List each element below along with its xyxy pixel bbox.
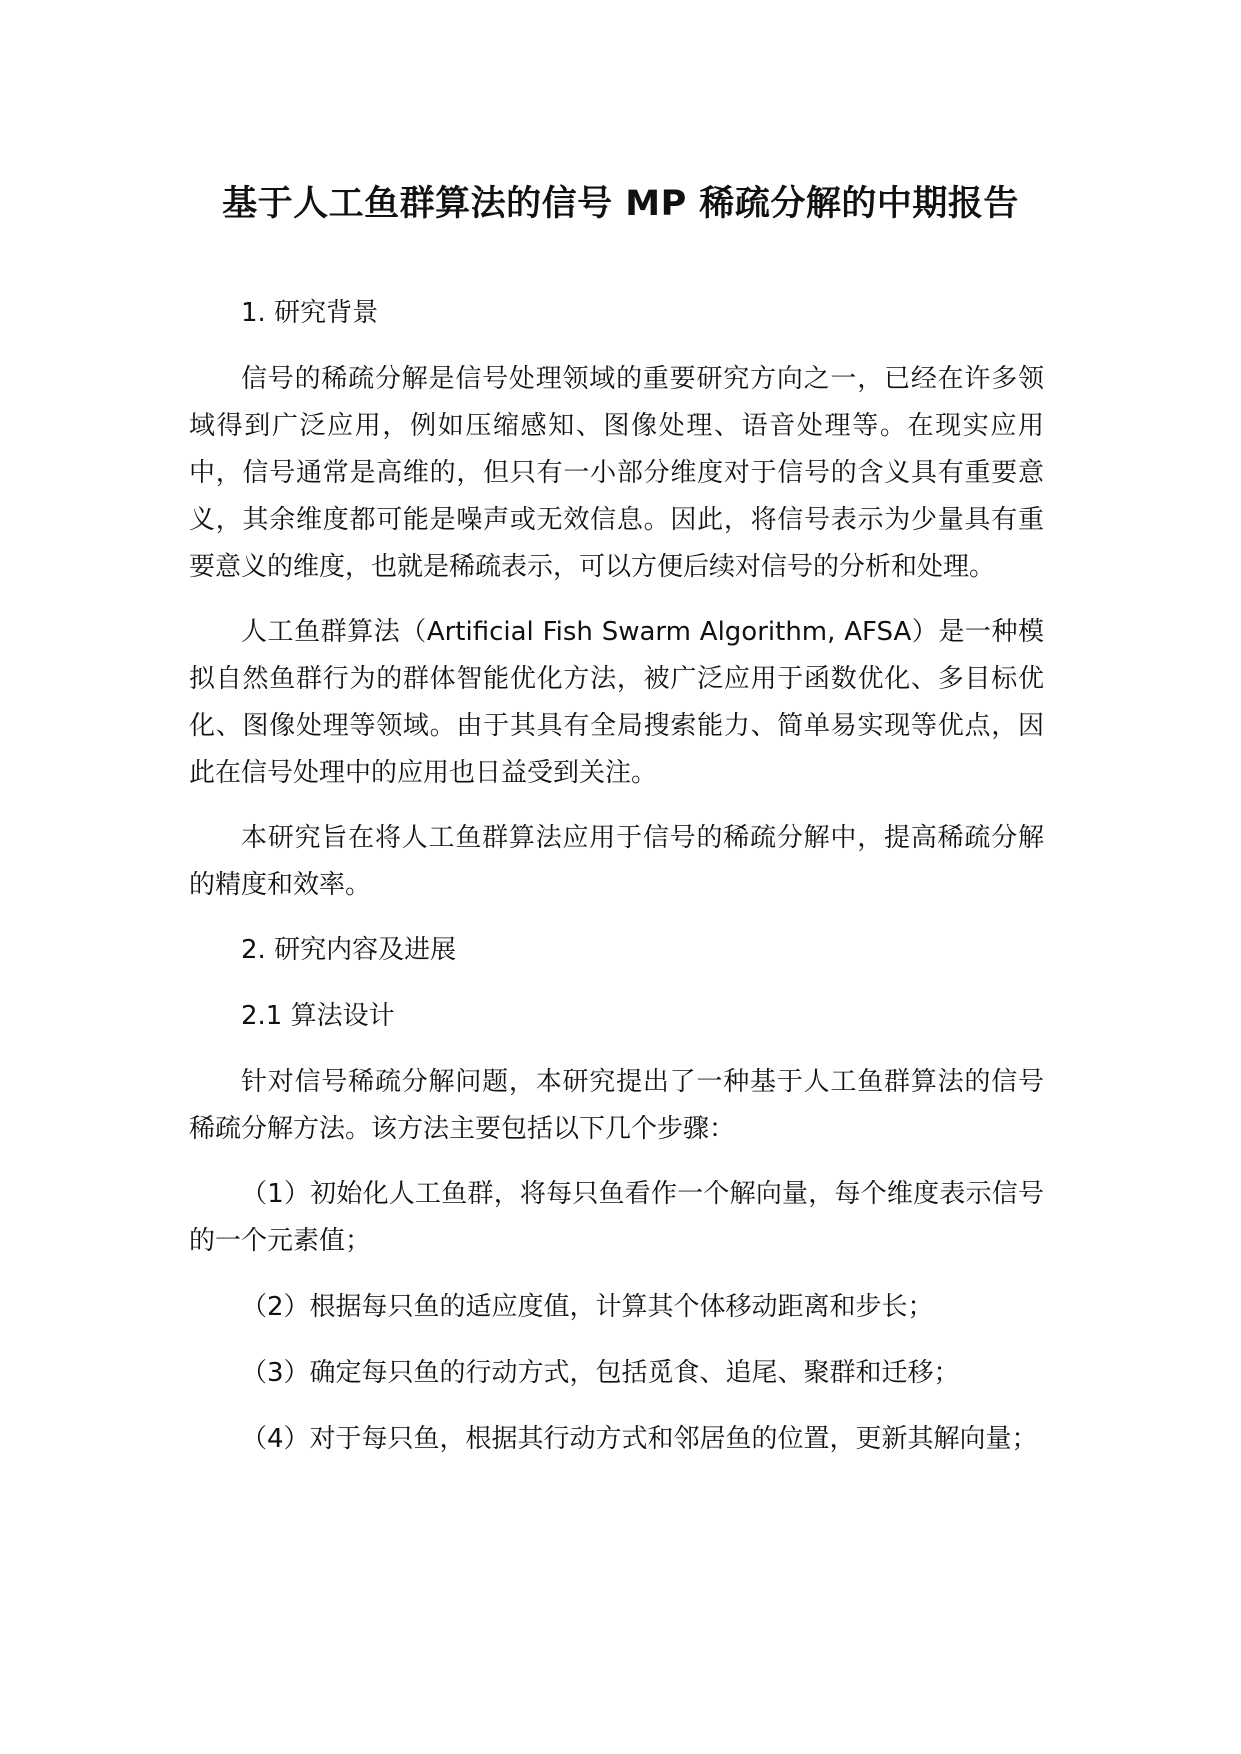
paragraph-algorithm-intro: 针对信号稀疏分解问题，本研究提出了一种基于人工鱼群算法的信号稀疏分解方法。该方法主要包括以下几个步骤： [189,1067,1044,1144]
document-title: 基于人工鱼群算法的信号 MP 稀疏分解的中期报告 [222,184,1019,224]
document-body [189,290,1044,1481]
paragraph-background-3: 本研究旨在将人工鱼群算法应用于信号的稀疏分解中，提高稀疏分解的精度和效率。 [189,823,1044,900]
step-2: （2）根据每只鱼的适应度值，计算其个体移动距离和步长； [241,1292,934,1322]
section-heading-content: 2. 研究内容及进展 [241,935,457,965]
step-1: （1）初始化人工鱼群，将每只鱼看作一个解向量，每个维度表示信号的一个元素值； [189,1179,1044,1256]
paragraph-background-1: 信号的稀疏分解是信号处理领域的重要研究方向之一，已经在许多领域得到广泛应用，例如压缩感知、图像处理、语音处理等。在现实应用中，信号通常是高维的，但只有一小部分维度对于信号的含义具有重要意义，其余维度都可能是噪声或无效信息。因此，将信号表示为少量具有重要意义的维度，也就是稀疏表示，可以方便后续对信号的分析和处理。 [189,364,1044,582]
subsection-heading-algorithm: 2.1 算法设计 [241,1001,395,1031]
step-3: （3）确定每只鱼的行动方式，包括觅食、追尾、聚群和迁移； [241,1358,960,1388]
section-heading-background: 1. 研究背景 [241,298,379,328]
step-4: （4）对于每只鱼，根据其行动方式和邻居鱼的位置，更新其解向量； [241,1424,1038,1454]
paragraph-background-2: 人工鱼群算法（Artificial Fish Swarm Algorithm, AFSA）是一种模拟自然鱼群行为的群体智能优化方法，被广泛应用于函数优化、多目标优化、图像处理等领域。由于其具有全局搜索能力、简单易实现等优点，因此在信号处理中的应用也日益受到关注。 [189,617,1044,788]
